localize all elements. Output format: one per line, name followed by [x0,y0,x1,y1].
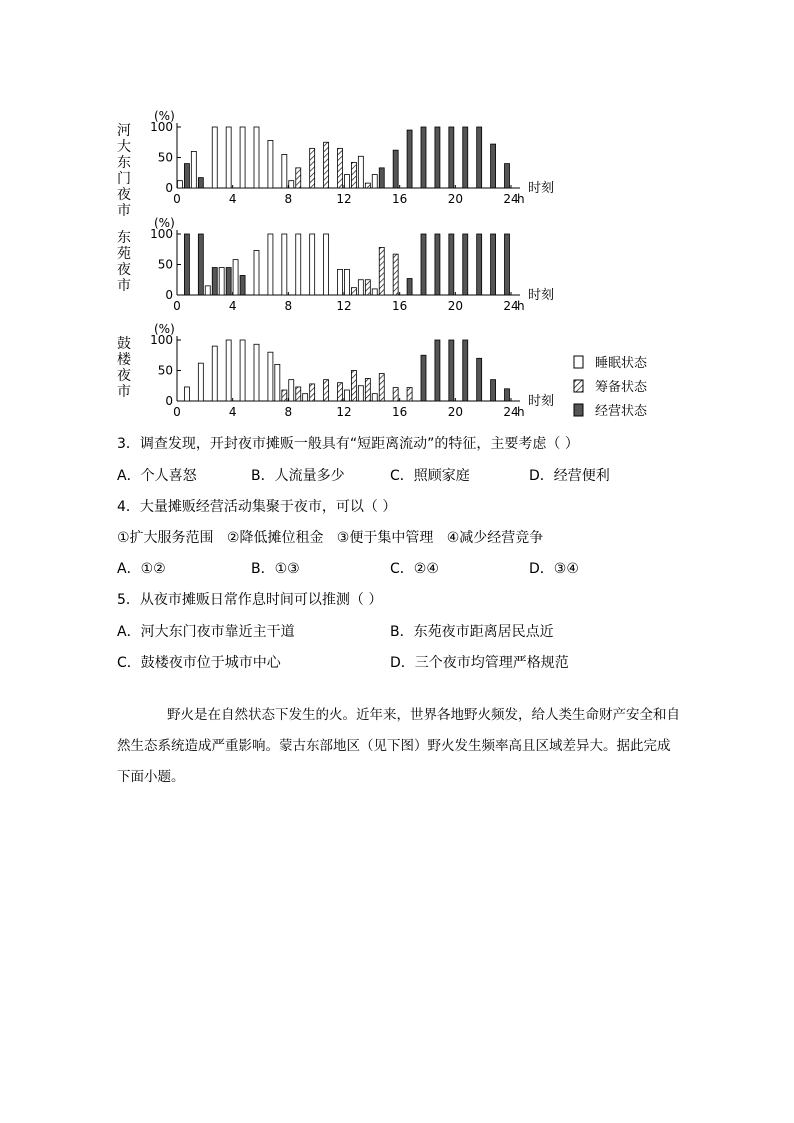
bar [365,280,370,295]
bar [303,394,308,401]
bar [226,268,231,295]
x-unit-label: h [517,405,525,419]
bar [407,388,412,401]
legend-label: 睡眠状态 [595,356,648,371]
x-tick-label: 8 [284,299,293,313]
bar [310,148,315,188]
bar [351,162,356,188]
bar [463,234,468,295]
q4-option-d[interactable]: D．③④ [529,561,579,577]
bar [505,234,510,295]
q3-option-c[interactable]: C．照顾家庭 [390,468,470,484]
q5-option-a[interactable]: A．河大东门夜市靠近主干道 [117,624,295,640]
bar [351,288,356,295]
bar [240,340,245,401]
bar [184,164,189,188]
q5-option-b[interactable]: B．东苑夜市距离居民点近 [390,624,554,640]
bar [324,380,329,401]
bar [310,234,315,295]
bar [491,234,496,295]
bar [358,386,363,401]
x-axis-label: 时刻 [528,394,555,409]
bar [491,144,496,188]
bar [393,254,398,295]
question-3-stem: 3．调查发现，开封夜市摊贩一般具有“短距离流动”的特征，主要考虑（ ） [117,436,579,452]
bar [463,340,468,401]
legend-swatch [574,404,583,416]
bar [338,269,343,295]
bar [421,234,426,295]
x-tick-label: 24 [503,192,519,206]
bar [296,387,301,401]
bar [358,156,363,188]
x-axis-label: 时刻 [528,288,555,303]
y-axis-label: (%) [154,216,175,230]
bar [449,340,454,401]
bar [254,250,259,295]
q3-option-a[interactable]: A．个人喜怒 [117,468,197,484]
y-axis-label: (%) [154,322,175,336]
bar [191,151,196,188]
bar [338,383,343,401]
y-tick-label: 100 [150,227,173,241]
bar [282,390,287,401]
bar [212,346,217,401]
x-tick-label: 8 [284,192,293,206]
x-tick-label: 16 [392,192,408,206]
legend-swatch [574,380,583,392]
x-tick-label: 24 [503,299,519,313]
x-tick-label: 0 [173,192,181,206]
bar [477,358,482,401]
q4-option-b[interactable]: B．①③ [251,561,300,577]
bar [198,178,203,188]
y-tick-label: 50 [157,363,173,378]
bar [407,279,412,295]
bar [407,130,412,188]
y-tick-label: 50 [157,150,173,165]
chart-title: 河大东门夜市 [117,123,131,219]
question-5-stem: 5．从夜市摊贩日常作息时间可以推测（ ） [117,592,383,608]
bar [365,183,370,188]
bar [421,355,426,401]
chart-title: 东苑夜市 [117,230,131,294]
legend-label: 经营状态 [595,404,648,419]
bar [212,127,217,188]
bar [344,269,349,295]
bar [296,234,301,295]
x-tick-label: 20 [447,299,463,313]
bar [477,127,482,188]
bar [372,394,377,401]
bar [198,234,203,295]
bar [393,150,398,188]
x-tick-label: 0 [173,299,181,313]
bar [449,234,454,295]
bar [449,127,454,188]
y-tick-label: 50 [157,257,173,272]
bar [358,280,363,295]
bar [393,388,398,401]
x-unit-label: h [517,299,525,313]
bar [344,390,349,401]
q5-option-d[interactable]: D．三个夜市均管理严格规范 [390,655,569,671]
night-market-charts [0,0,794,430]
y-axis-label: (%) [154,109,175,123]
bar [324,234,329,295]
question-4-statements: ①扩大服务范围 ②降低摊位租金 ③便于集中管理 ④减少经营竞争 [117,530,544,546]
x-tick-label: 4 [228,299,237,313]
chart-legend [574,355,648,419]
bar [268,234,273,295]
x-tick-label: 12 [336,405,352,419]
q4-option-a[interactable]: A．①② [117,561,166,577]
bar [372,175,377,188]
x-tick-label: 4 [228,192,237,206]
bar [324,142,329,188]
bar [184,387,189,401]
chart-1 [117,109,554,219]
bar [268,140,273,188]
bar [254,344,259,401]
q3-option-d[interactable]: D．经营便利 [529,468,610,484]
x-tick-label: 16 [392,405,408,419]
bar [226,340,231,401]
x-tick-label: 4 [228,405,237,419]
bar [435,234,440,295]
wildfire-passage: 野火是在自然状态下发生的火。近年来，世界各地野火频发，给人类生命财产安全和自然生态系统造成严重影响。蒙古东部地区（见下图）野火发生频率高且区域差异大。据此完成下面小题。 [117,707,680,785]
bar [275,364,280,401]
chart-title: 鼓楼夜市 [117,336,131,400]
legend-swatch [574,356,583,368]
bar [184,234,189,295]
chart-3 [117,322,554,419]
bar [379,168,384,188]
y-tick-label: 100 [150,333,173,347]
bar [254,127,259,188]
y-tick-label: 0 [165,181,173,195]
bar [505,164,510,188]
bar [310,384,315,401]
legend-label: 筹备状态 [595,380,648,395]
bar [282,154,287,188]
bar [233,260,238,295]
bar [505,389,510,401]
x-tick-label: 20 [447,192,463,206]
bar [379,247,384,295]
x-tick-label: 12 [336,192,352,206]
bar [421,127,426,188]
bar [219,268,224,295]
x-tick-label: 0 [173,405,181,419]
bar [289,380,294,401]
question-4-stem: 4．大量摊贩经营活动集聚于夜市，可以（ ） [117,499,397,515]
x-tick-label: 24 [503,405,519,419]
bar [351,371,356,402]
bar [477,234,482,295]
bar [463,127,468,188]
bar [491,380,496,401]
y-tick-label: 0 [165,288,173,302]
bar [240,127,245,188]
bar [268,352,273,401]
chart-2 [117,216,554,313]
x-tick-label: 16 [392,299,408,313]
bar [198,363,203,401]
x-unit-label: h [517,192,525,206]
y-tick-label: 0 [165,394,173,408]
bar [212,268,217,295]
q4-option-c[interactable]: C．②④ [390,561,439,577]
bar [435,340,440,401]
y-tick-label: 100 [150,120,173,134]
bar [226,127,231,188]
x-tick-label: 8 [284,405,293,419]
bar [344,175,349,188]
bar [296,168,301,188]
bar [240,275,245,295]
bar [365,378,370,401]
x-axis-label: 时刻 [528,181,555,196]
bar [289,181,294,188]
bar [435,127,440,188]
x-tick-label: 12 [336,299,352,313]
bar [338,148,343,188]
x-tick-label: 20 [447,405,463,419]
bar [372,289,377,295]
bar [177,181,182,188]
q5-option-c[interactable]: C．鼓楼夜市位于城市中心 [117,655,281,671]
bar [205,286,210,295]
q3-option-b[interactable]: B．人流量多少 [251,468,345,484]
bar [282,234,287,295]
bar [379,374,384,401]
